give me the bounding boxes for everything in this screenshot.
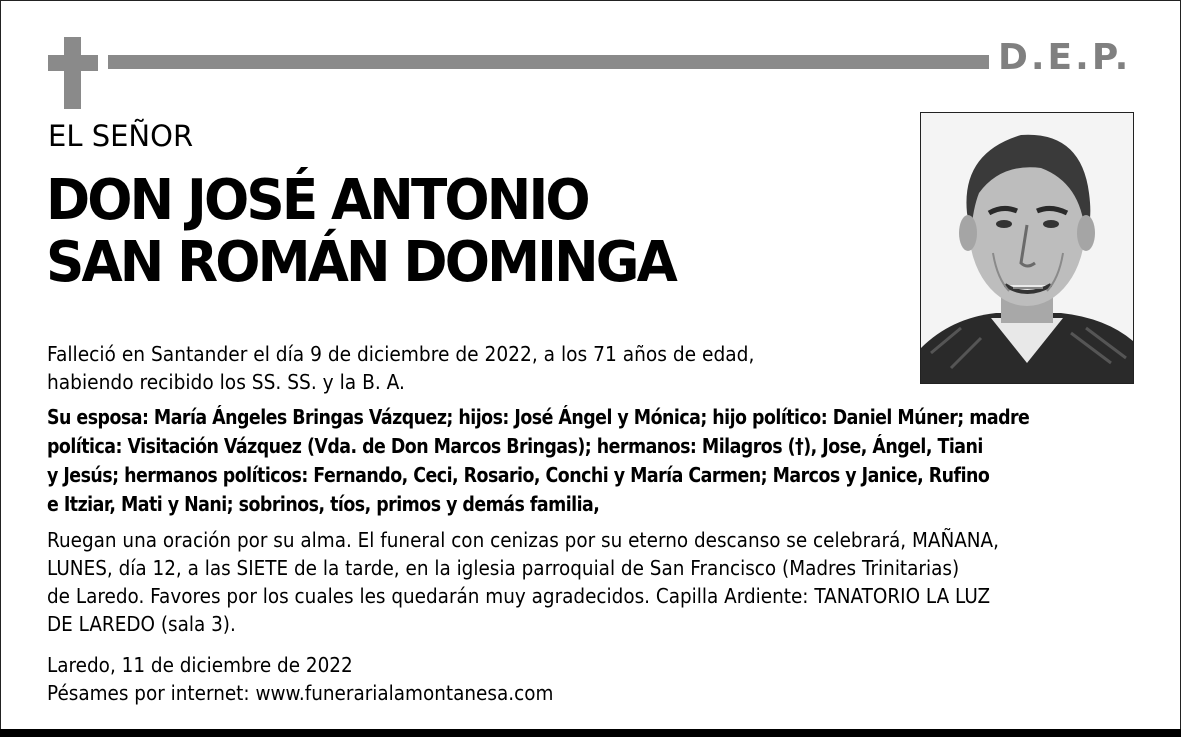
deceased-name: [46, 170, 675, 294]
funeral-line: Ruegan una oración por su alma. El funeral con cenizas por su eterno descanso se celebrará, MAÑANA,: [47, 528, 999, 552]
family-paragraph: [47, 403, 1029, 519]
bottom-rule: [0, 729, 1181, 737]
portrait-photo: [920, 112, 1134, 384]
family-line: política: Visitación Vázquez (Vda. de Don Marcos Bringas); hermanos: Milagros (†), Jose, Ángel, Tiani: [47, 434, 983, 458]
family-line: e Itziar, Mati y Nani; sobrinos, tíos, primos y demás familia,: [47, 492, 600, 516]
intro-line: Falleció en Santander el día 9 de diciembre de 2022, a los 71 años de edad,: [47, 342, 755, 366]
place-date: Laredo, 11 de diciembre de 2022: [47, 653, 353, 677]
name-line-2: SAN ROMÁN DOMINGA: [46, 230, 675, 295]
death-notice-paragraph: [47, 340, 754, 396]
condolences-link[interactable]: Pésames por internet: www.funerarialamontanesa.com: [47, 681, 554, 705]
pretitle: EL SEÑOR: [48, 119, 194, 153]
dep-label: D.E.P.: [998, 37, 1132, 78]
funeral-line: LUNES, día 12, a las SIETE de la tarde, en la iglesia parroquial de San Francisco (Madres Trinitarias): [47, 556, 960, 580]
funeral-line: de Laredo. Favores por los cuales les quedarán muy agradecidos. Capilla Ardiente: TANATORIO LA LUZ: [47, 584, 991, 608]
name-line-1: DON JOSÉ ANTONIO: [46, 168, 588, 233]
funeral-line: DE LAREDO (sala 3).: [47, 612, 236, 636]
header-rule: [108, 55, 989, 69]
family-line: Su esposa: María Ángeles Bringas Vázquez; hijos: José Ángel y Mónica; hijo político: Daniel Múner; madre: [47, 405, 1030, 429]
family-line: y Jesús; hermanos políticos: Fernando, Ceci, Rosario, Conchi y María Carmen; Marcos y Janice, Rufino: [47, 463, 990, 487]
footer: [47, 651, 553, 707]
intro-line: habiendo recibido los SS. SS. y la B. A.: [47, 370, 405, 394]
funeral-paragraph: [47, 526, 999, 638]
